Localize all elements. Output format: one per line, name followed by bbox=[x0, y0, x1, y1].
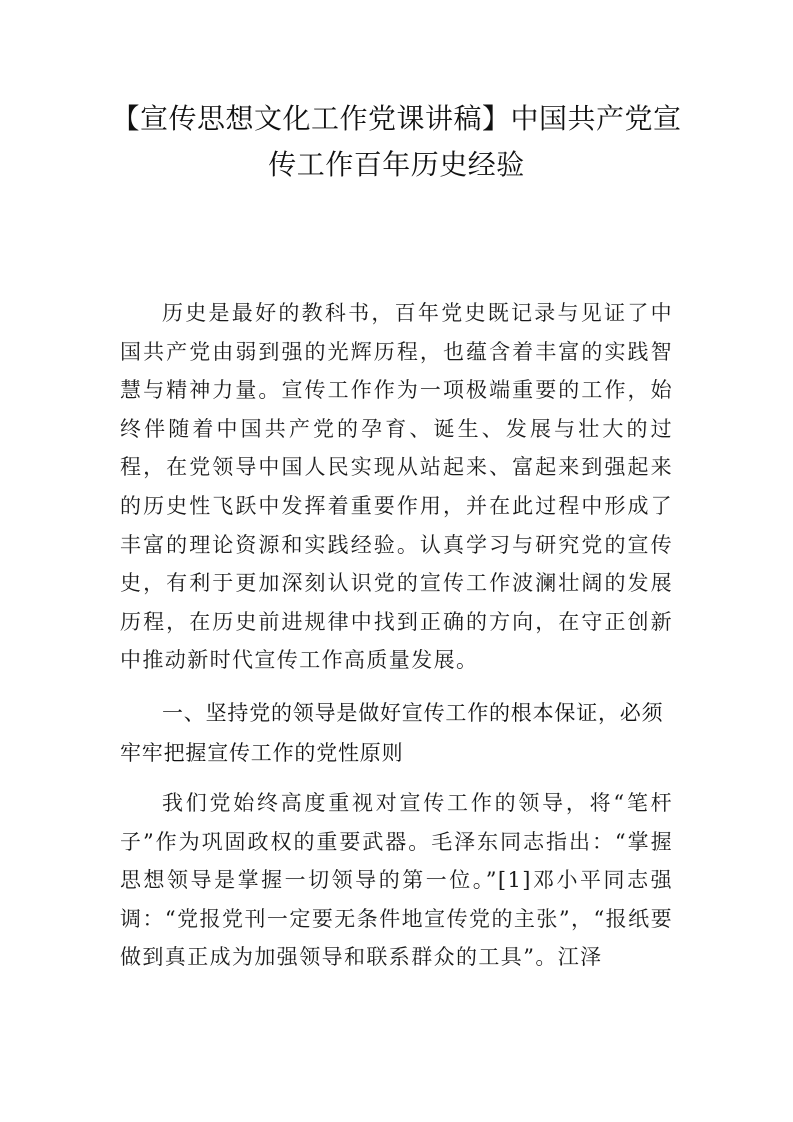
document-body bbox=[120, 294, 673, 977]
title-line-1: 【宣传思想文化工作党课讲稿】中国共产党宣 bbox=[111, 102, 682, 135]
title-line-2: 传工作百年历史经验 bbox=[268, 148, 525, 181]
document-title bbox=[110, 96, 683, 188]
section-heading-1: 一、坚持党的领导是做好宣传工作的根本保证，必须牢牢把握宣传工作的党性原则 bbox=[120, 700, 664, 765]
intro-paragraph: 历史是最好的教科书，百年党史既记录与见证了中国共产党由弱到强的光辉历程，也蕴含着丰富的实践智慧与精神力量。宣传工作作为一项极端重要的工作，始终伴随着中国共产党的孕育、诞生、发展与壮大的过程，在党领导中国人民实现从站起来、富起来到强起来的历史性飞跃中发挥着重要作用，并在此过程中形成了丰富的理论资源和实践经验。认真学习与研究党的宣传史，有利于更加深刻认识党的宣传工作波澜壮阔的发展历程，在历史前进规律中找到正确的方向，在守正创新中推动新时代宣传工作高质量发展。 bbox=[120, 301, 673, 673]
section-1-paragraph: 我们党始终高度重视对宣传工作的领导，将“笔杆子”作为巩固政权的重要武器。毛泽东同志指出：“掌握思想领导是掌握一切领导的第一位。”[1]邓小平同志强调：“党报党刊一定要无条件地宣传党的主张”，“报纸要做到真正成为加强领导和联系群众的工具”。江泽 bbox=[120, 790, 673, 970]
